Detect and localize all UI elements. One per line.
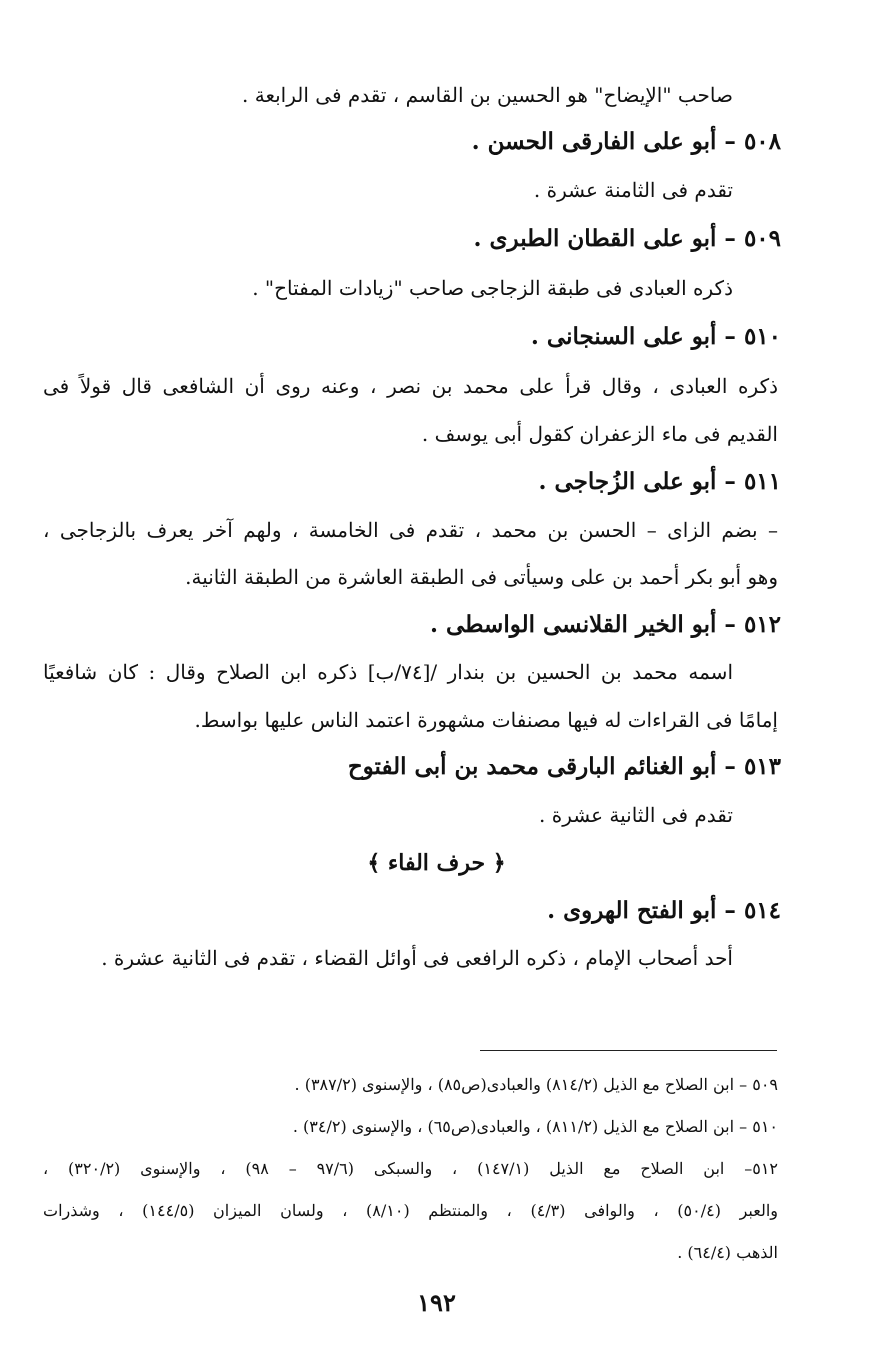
footnote-line: ٥١٢– ابن الصلاح مع الذيل (١٤٧/١) ، والسبكى (٩٧/٦ – ٩٨) ، والإسنوى (٣٢٠/٢) ، <box>43 1159 779 1178</box>
footnote-line: والعبر (٥٠/٤) ، والوافى (٤/٣) ، والمنتظم (٨/١٠) ، ولسان الميزان (١٤٤/٥) ، وشذرات <box>43 1201 778 1220</box>
page-number: ١٩٢ <box>417 1288 456 1317</box>
body-line: أحد أصحاب الإمام ، ذكره الرافعى فى أوائل القضاء ، تقدم فى الثانية عشرة . <box>101 946 733 970</box>
entry-heading-511: ٥١١ – أبو على الزُجاجى . <box>538 468 781 495</box>
body-line: صاحب "الإيضاح" هو الحسين بن القاسم ، تقدم فى الرابعة . <box>242 83 733 107</box>
entry-heading-513: ٥١٣ – أبو الغنائم البارقى محمد بن أبى الفتوح <box>347 753 781 780</box>
entry-heading-510: ٥١٠ – أبو على السنجانى . <box>530 323 781 350</box>
entry-heading-509: ٥٠٩ – أبو على القطان الطبرى . <box>473 225 781 252</box>
body-line: ذكره العبادى فى طبقة الزجاجى صاحب "زيادات المفتاح" . <box>252 276 733 300</box>
section-heading: ﴿ حرف الفاء ﴾ <box>367 850 506 876</box>
body-line: ذكره العبادى ، وقال قرأ على محمد بن نصر ، وعنه روى أن الشافعى قال قولاً فى <box>43 374 778 398</box>
footnote-line: ٥٠٩ – ابن الصلاح مع الذيل (٨١٤/٢) والعبادى(ص٨٥) ، والإسنوى (٣٨٧/٢) . <box>294 1075 778 1094</box>
entry-heading-508: ٥٠٨ – أبو على الفارقى الحسن . <box>471 128 781 155</box>
body-line: – بضم الزاى – الحسن بن محمد ، تقدم فى الخامسة ، ولهم آخر يعرف بالزجاجى ، <box>43 518 778 542</box>
body-line: القديم فى ماء الزعفران كقول أبى يوسف . <box>421 422 778 446</box>
footnote-line: الذهب (٦٤/٤) . <box>677 1243 778 1262</box>
body-line: تقدم فى الثانية عشرة . <box>539 803 733 827</box>
body-line: إمامًا فى القراءات له فيها مصنفات مشهورة اعتمد الناس عليها بواسط. <box>194 708 778 732</box>
footnote-divider <box>480 1050 777 1051</box>
footnote-line: ٥١٠ – ابن الصلاح مع الذيل (٨١١/٢) ، والعبادى(ص٦٥) ، والإسنوى (٣٤/٢) . <box>292 1117 778 1136</box>
entry-heading-514: ٥١٤ – أبو الفتح الهروى . <box>547 897 781 924</box>
body-line: اسمه محمد بن الحسين بن بندار /[٧٤/ب] ذكره ابن الصلاح وقال : كان شافعيًا <box>43 660 734 684</box>
body-line: تقدم فى الثامنة عشرة . <box>533 178 733 202</box>
entry-heading-512: ٥١٢ – أبو الخير القلانسى الواسطى . <box>430 611 781 638</box>
body-line: وهو أبو بكر أحمد بن على وسيأتى فى الطبقة العاشرة من الطبقة الثانية. <box>185 565 778 589</box>
